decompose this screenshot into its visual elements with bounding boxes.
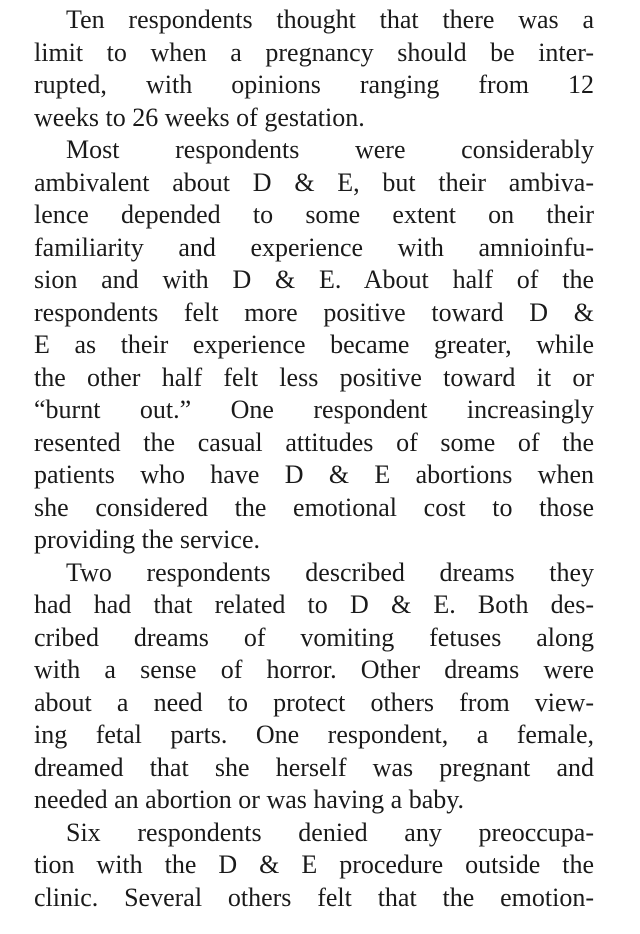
text-line: providing the service. <box>34 525 260 554</box>
text-line: “burnt out.” One respondent increasingly <box>34 395 594 424</box>
text-line: Six respondents denied any preoccupa- <box>66 817 594 847</box>
text-line: dreamed that she herself was pregnant and <box>34 752 594 782</box>
text-line: familiarity and experience with amnioinfu- <box>34 232 594 262</box>
text-line: Two respondents described dreams they <box>66 557 594 587</box>
text-line: she considered the emotional cost to those <box>34 492 594 522</box>
text-line: ambivalent about D & E, but their ambiva- <box>34 167 594 197</box>
text-column <box>34 4 594 914</box>
text-line: weeks to 26 weeks of gestation. <box>34 102 365 132</box>
paragraph-3 <box>34 557 594 817</box>
text-line: about a need to protect others from view- <box>34 687 594 717</box>
text-line: cribed dreams of vomiting fetuses along <box>34 622 594 652</box>
paragraph-1 <box>34 4 594 134</box>
text-line: sion and with D & E. About half of the <box>34 265 594 294</box>
text-line: ing fetal parts. One respondent, a female, <box>34 720 594 749</box>
text-line: lence depended to some extent on their <box>34 200 594 229</box>
text-line: Most respondents were considerably <box>66 135 594 164</box>
text-line: Ten respondents thought that there was a <box>66 5 594 34</box>
paragraph-4 <box>34 817 594 915</box>
text-line: patients who have D & E abortions when <box>34 460 594 489</box>
text-line: tion with the D & E procedure outside the <box>34 850 594 879</box>
text-line: limit to when a pregnancy should be inter- <box>34 37 594 67</box>
text-line: resented the casual attitudes of some of the <box>34 427 594 457</box>
text-line: with a sense of horror. Other dreams were <box>34 655 594 684</box>
text-line: rupted, with opinions ranging from 12 <box>34 70 594 99</box>
text-line: had had that related to D & E. Both des- <box>34 590 594 619</box>
text-line: clinic. Several others felt that the emotion- <box>34 882 594 912</box>
text-line: E as their experience became greater, while <box>34 330 594 359</box>
paragraph-2 <box>34 134 594 557</box>
text-line: the other half felt less positive toward it or <box>34 362 594 392</box>
text-line: needed an abortion or was having a baby. <box>34 785 465 814</box>
text-line: respondents felt more positive toward D & <box>34 297 594 327</box>
